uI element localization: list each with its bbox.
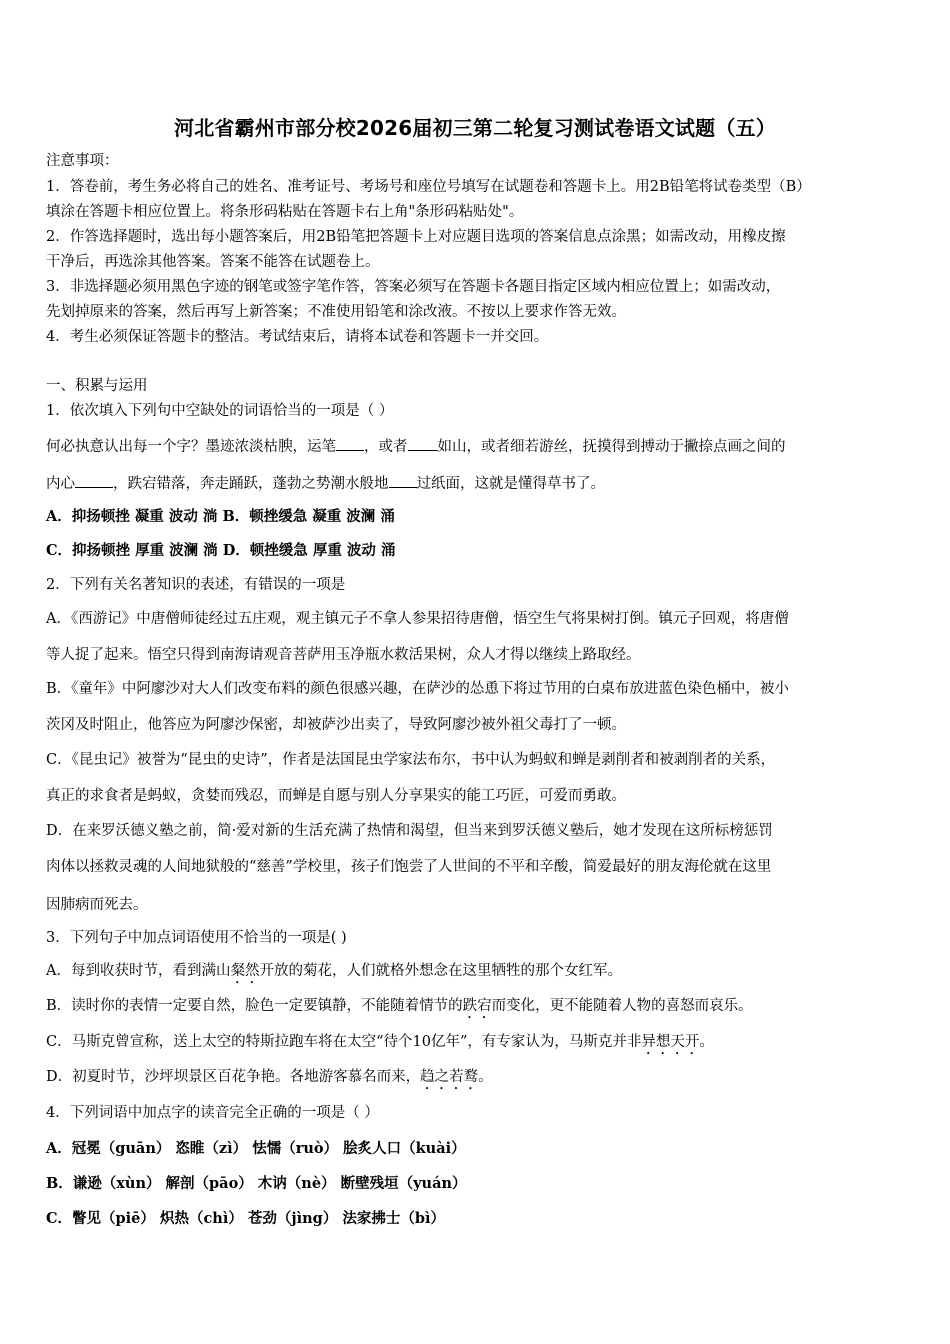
question-3-option-b: B．读时你的表情一定要自然，脸色一定要镇静，不能随着情节的跌宕而变化，更不能随着人物的喜怒而哀乐。 xyxy=(46,998,753,1014)
question-2-option-b: 茨冈及时阻止，他答应为阿廖沙保密，却被萨沙出卖了，导致阿廖沙被外祖父毒打了一顿。 xyxy=(46,717,626,733)
question-4-option-b: B．谦逊（xùn） 解剖（pāo） 木讷（nè） 断壁残垣（yuán） xyxy=(46,1175,467,1192)
notice-line: 干净后，再选涂其他答案。答案不能答在试题卷上。 xyxy=(46,254,380,270)
question-2-option-a: 等人捉了起来。悟空只得到南海请观音菩萨用玉净瓶水救活果树，众人才得以继续上路取经。 xyxy=(46,647,641,663)
notice-line: 4．考生必须保证答题卡的整洁。考试结束后，请将本试卷和答题卡一并交回。 xyxy=(46,329,549,345)
question-2-stem: 2．下列有关名著知识的表述，有错误的一项是 xyxy=(46,577,346,593)
notice-heading: 注意事项： xyxy=(46,153,119,169)
notice-line: 填涂在答题卡相应位置上。将条形码粘贴在答题卡右上角"条形码粘贴处"。 xyxy=(46,204,524,220)
notice-line: 1．答卷前，考生务必将自己的姓名、准考证号、考场号和座位号填写在试题卷和答题卡上。用2B铅笔将试卷类型（B） xyxy=(46,179,811,195)
page-title: 河北省霸州市部分校2026届初三第二轮复习测试卷语文试题（五） xyxy=(174,116,776,140)
question-1-passage-line: 内心 ，跌宕错落，奔走踊跃，蓬勃之势潮水般地 过纸面，这就是懂得草书了。 xyxy=(46,473,605,493)
question-2-option-b: B．《童年》中阿廖沙对大人们改变布料的颜色很感兴趣，在萨沙的怂恿下将过节用的白桌布放进蓝色染色桶中，被小 xyxy=(46,681,789,697)
question-1-options-cd: C．抑扬顿挫 厚重 波澜 淌 D．顿挫缓急 厚重 波动 涌 xyxy=(46,542,396,559)
blank xyxy=(336,436,364,451)
question-1-passage-line: 何必执意认出每一个字？墨迹浓淡枯腴，运笔 ，或者 如山，或者细若游丝，抚摸得到搏动于撇捺点画之间的 xyxy=(46,436,786,456)
blank xyxy=(408,436,438,451)
question-1-options-ab: A．抑扬顿挫 凝重 波动 淌 B．顿挫缓急 凝重 波澜 涌 xyxy=(46,508,395,525)
blank xyxy=(75,473,113,488)
notice-line: 3．非选择题必须用黑色字迹的钢笔或签字笔作答，答案必须写在答题卡各题目指定区域内相应位置上；如需改动， xyxy=(46,279,781,295)
question-3-option-d: D．初夏时节，沙坪坝景区百花争艳。各地游客慕名而来，趋之若鹜。 xyxy=(46,1069,493,1085)
section-heading: 一、积累与运用 xyxy=(46,378,148,394)
blank xyxy=(389,473,417,488)
question-2-option-c: 真正的求食者是蚂蚁，贪婪而残忍，而蝉是自愿与别人分享果实的能工巧匠，可爱而勇敢。 xyxy=(46,788,626,804)
notice-line: 先划掉原来的答案，然后再写上新答案；不准使用铅笔和涂改液。不按以上要求作答无效。 xyxy=(46,304,626,320)
question-2-option-d: D．在来罗沃德义塾之前，简·爱对新的生活充满了热情和渴望，但当来到罗沃德义塾后，她才发现在这所标榜惩罚 xyxy=(46,823,773,839)
question-3-option-a: A．每到收获时节，看到满山粲然开放的菊花，人们就格外想念在这里牺牲的那个女红军。 xyxy=(46,963,622,979)
question-3-option-c: C．马斯克曾宣称，送上太空的特斯拉跑车将在太空“待个10亿年”，有专家认为，马斯克并非异想天开。 xyxy=(46,1034,714,1050)
question-4-option-c: C．瞥见（piē） 炽热（chì） 苍劲（jìng） 法家拂士（bì） xyxy=(46,1210,446,1227)
question-4-stem: 4．下列词语中加点字的读音完全正确的一项是（ ） xyxy=(46,1105,379,1121)
question-2-option-d: 肉体以拯救灵魂的人间地狱般的“慈善”学校里，孩子们饱尝了人世间的不平和辛酸，简爱最好的朋友海伦就在这里 xyxy=(46,859,772,875)
question-4-option-a: A．冠冕（guān） 恣睢（zì） 怯懦（ruò） 脍炙人口（kuài） xyxy=(46,1140,466,1157)
question-2-option-c: C．《昆虫记》被誉为“昆虫的史诗”，作者是法国昆虫学家法布尔，书中认为蚂蚁和蝉是剥削者和被剥削者的关系， xyxy=(46,752,776,768)
question-2-option-a: A．《西游记》中唐僧师徒经过五庄观，观主镇元子不拿人参果招待唐僧，悟空生气将果树打倒。镇元子回观，将唐僧 xyxy=(46,611,789,627)
notice-line: 2．作答选择题时，选出每小题答案后，用2B铅笔把答题卡上对应题目选项的答案信息点涂黑；如需改动，用橡皮擦 xyxy=(46,229,786,245)
question-1-stem: 1．依次填入下列句中空缺处的词语恰当的一项是（ ） xyxy=(46,403,394,419)
question-2-option-d: 因肺病而死去。 xyxy=(46,897,148,913)
question-3-stem: 3．下列句子中加点词语使用不恰当的一项是( ) xyxy=(46,930,347,946)
